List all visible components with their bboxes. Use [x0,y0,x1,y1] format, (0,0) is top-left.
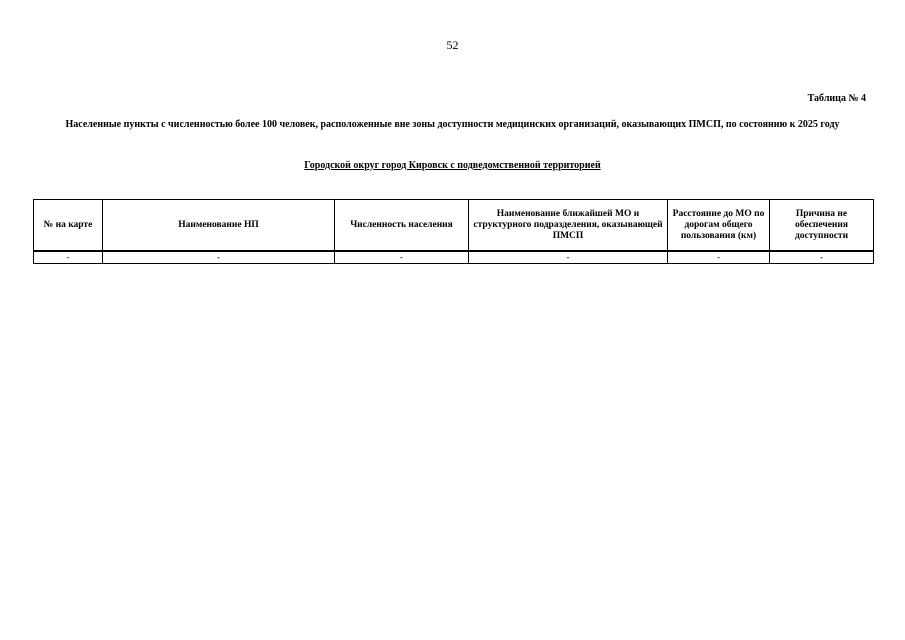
table-row [34,251,874,264]
table-cell: - [103,251,335,264]
table-cell: - [34,251,103,264]
table-cell: - [469,251,668,264]
document-subtitle: Городской округ город Кировск с подведомственной территорией [304,160,601,171]
page-number: 52 [446,38,459,52]
header-distance: Расстояние до МО по дорогам общего пользования (км) [668,200,770,252]
table-label: Таблица № 4 [807,93,866,104]
table-cell: - [770,251,874,264]
header-reason: Причина не обеспечения доступности [770,200,874,252]
header-map-number: № на карте [34,200,103,252]
table-header-row [34,200,874,252]
document-title: Населенные пункты с численностью более 100 человек, расположенные вне зоны доступности медицинских организаций, оказывающих ПМСП, по состоянию к 2025 году [65,119,840,130]
header-nearest-mo: Наименование ближайшей МО и структурного подразделения, оказывающей ПМСП [469,200,668,252]
table-cell: - [668,251,770,264]
header-settlement-name: Наименование НП [103,200,335,252]
header-population: Численность населения [335,200,469,252]
data-table [33,199,874,264]
table-cell: - [335,251,469,264]
